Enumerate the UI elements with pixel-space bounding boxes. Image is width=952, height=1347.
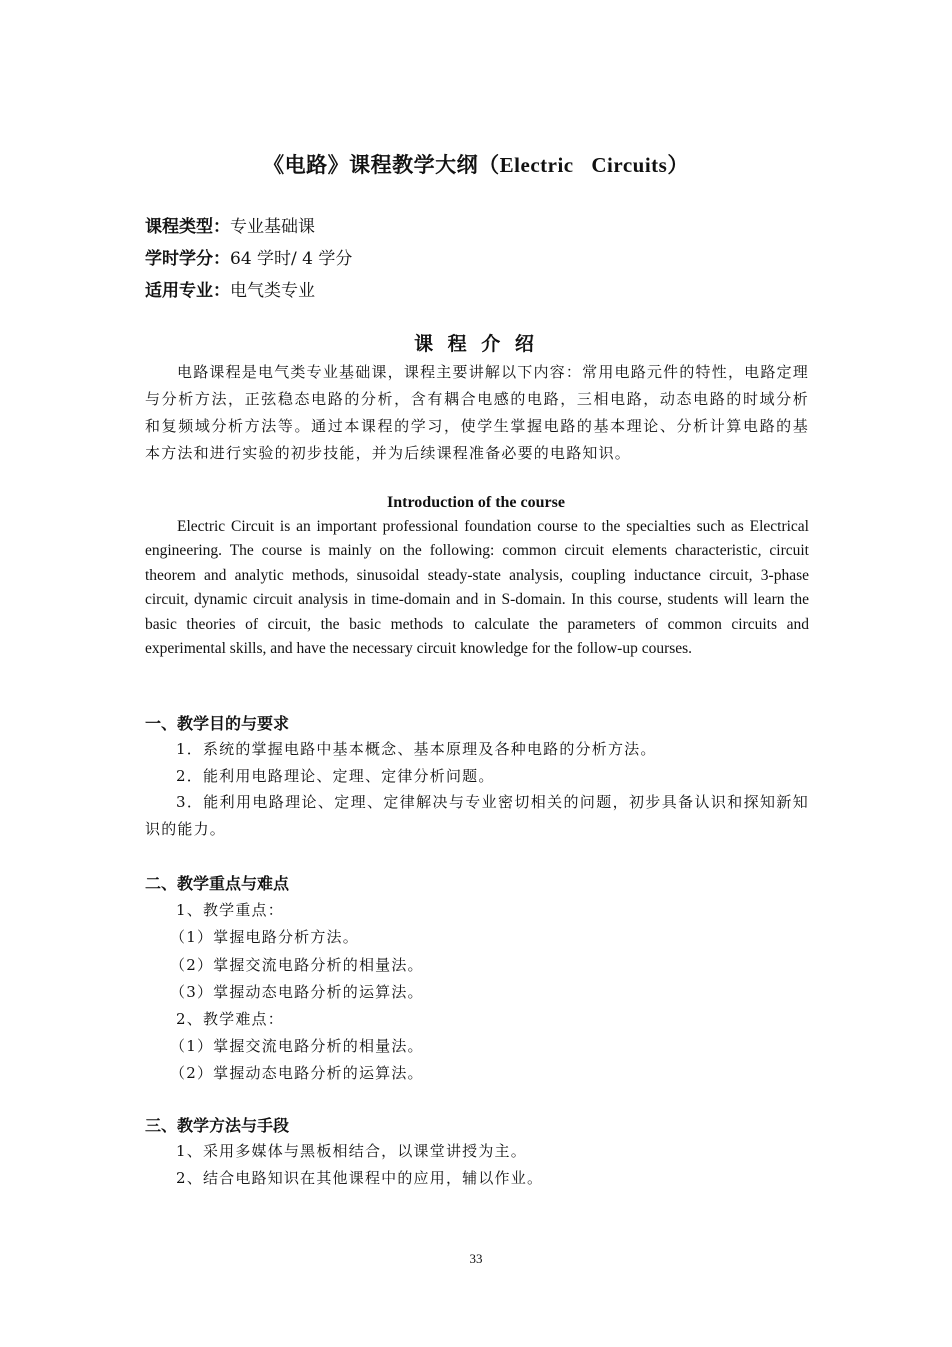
document-title <box>0 149 952 179</box>
major-value: 电气类专业 <box>230 281 315 301</box>
key-point-item: （1）掌握电路分析方法。 <box>170 928 359 946</box>
section3-item: 2、结合电路知识在其他课程中的应用，辅以作业。 <box>176 1169 544 1187</box>
credits-value: 64 学时/ 4 学分 <box>230 249 353 269</box>
difficulty-item: （1）掌握交流电路分析的相量法。 <box>170 1037 424 1055</box>
course-type-label: 课程类型： <box>145 217 230 237</box>
section3-heading: 三、教学方法与手段 <box>145 1116 290 1135</box>
section2-heading: 二、教学重点与难点 <box>145 874 290 893</box>
section3-item: 1、采用多媒体与黑板相结合，以课堂讲授为主。 <box>176 1142 527 1160</box>
key-points-label: 1、教学重点： <box>176 901 284 919</box>
section1-item: 3．能利用电路理论、定理、定律解决与专业密切相关的问题，初步具备认识和探知新知识的能力。 <box>145 793 809 838</box>
intro-en-paragraph: Electric Circuit is an important professional foundation course to the specialties such as Electrical engineering. The course is mainly on the following: common circuit elements characteristic, circuit theorem and analytic methods, sinusoidal steady-state analysis, coupling inductance circuit, 3-phase circuit, dynamic circuit analysis in time-domain and in S-domain. In this course, students will learn the basic theories of circuit, the basic methods to calculate the parameters of common circuits and experimental skills, and have the necessary circuit knowledge for the follow-up courses. <box>145 518 809 658</box>
difficulty-item: （2）掌握动态电路分析的运算法。 <box>170 1064 424 1082</box>
major-row <box>145 276 315 301</box>
title-close: ） <box>667 152 689 177</box>
title-zh: 《电路》课程教学大纲（ <box>263 152 500 177</box>
section1-heading: 一、教学目的与要求 <box>145 714 290 733</box>
course-type-value: 专业基础课 <box>230 217 315 237</box>
section1-item: 2．能利用电路理论、定理、定律分析问题。 <box>176 767 495 785</box>
intro-en-heading: Introduction of the course <box>387 494 565 511</box>
credits-row <box>145 244 352 269</box>
section1-item: 1．系统的掌握电路中基本概念、基本原理及各种电路的分析方法。 <box>176 740 657 758</box>
key-point-item: （2）掌握交流电路分析的相量法。 <box>170 956 424 974</box>
intro-heading: 课 程 介 绍 <box>414 333 538 355</box>
key-point-item: （3）掌握动态电路分析的运算法。 <box>170 983 424 1001</box>
difficulties-label: 2、教学难点： <box>176 1010 284 1028</box>
credits-label: 学时学分： <box>145 249 230 269</box>
course-type-row <box>145 212 315 237</box>
major-label: 适用专业： <box>145 281 230 301</box>
intro-paragraph: 电路课程是电气类专业基础课，课程主要讲解以下内容：常用电路元件的特性，电路定理与分析方法，正弦稳态电路的分析，含有耦合电感的电路，三相电路，动态电路的时域分析和复频域分析方法等。通过本课程的学习，使学生掌握电路的基本理论、分析计算电路的基本方法和进行实验的初步技能，并为后续课程准备必要的电路知识。 <box>145 363 809 462</box>
page-number: 33 <box>469 1251 483 1266</box>
title-en: Electric Circuits <box>499 153 668 177</box>
